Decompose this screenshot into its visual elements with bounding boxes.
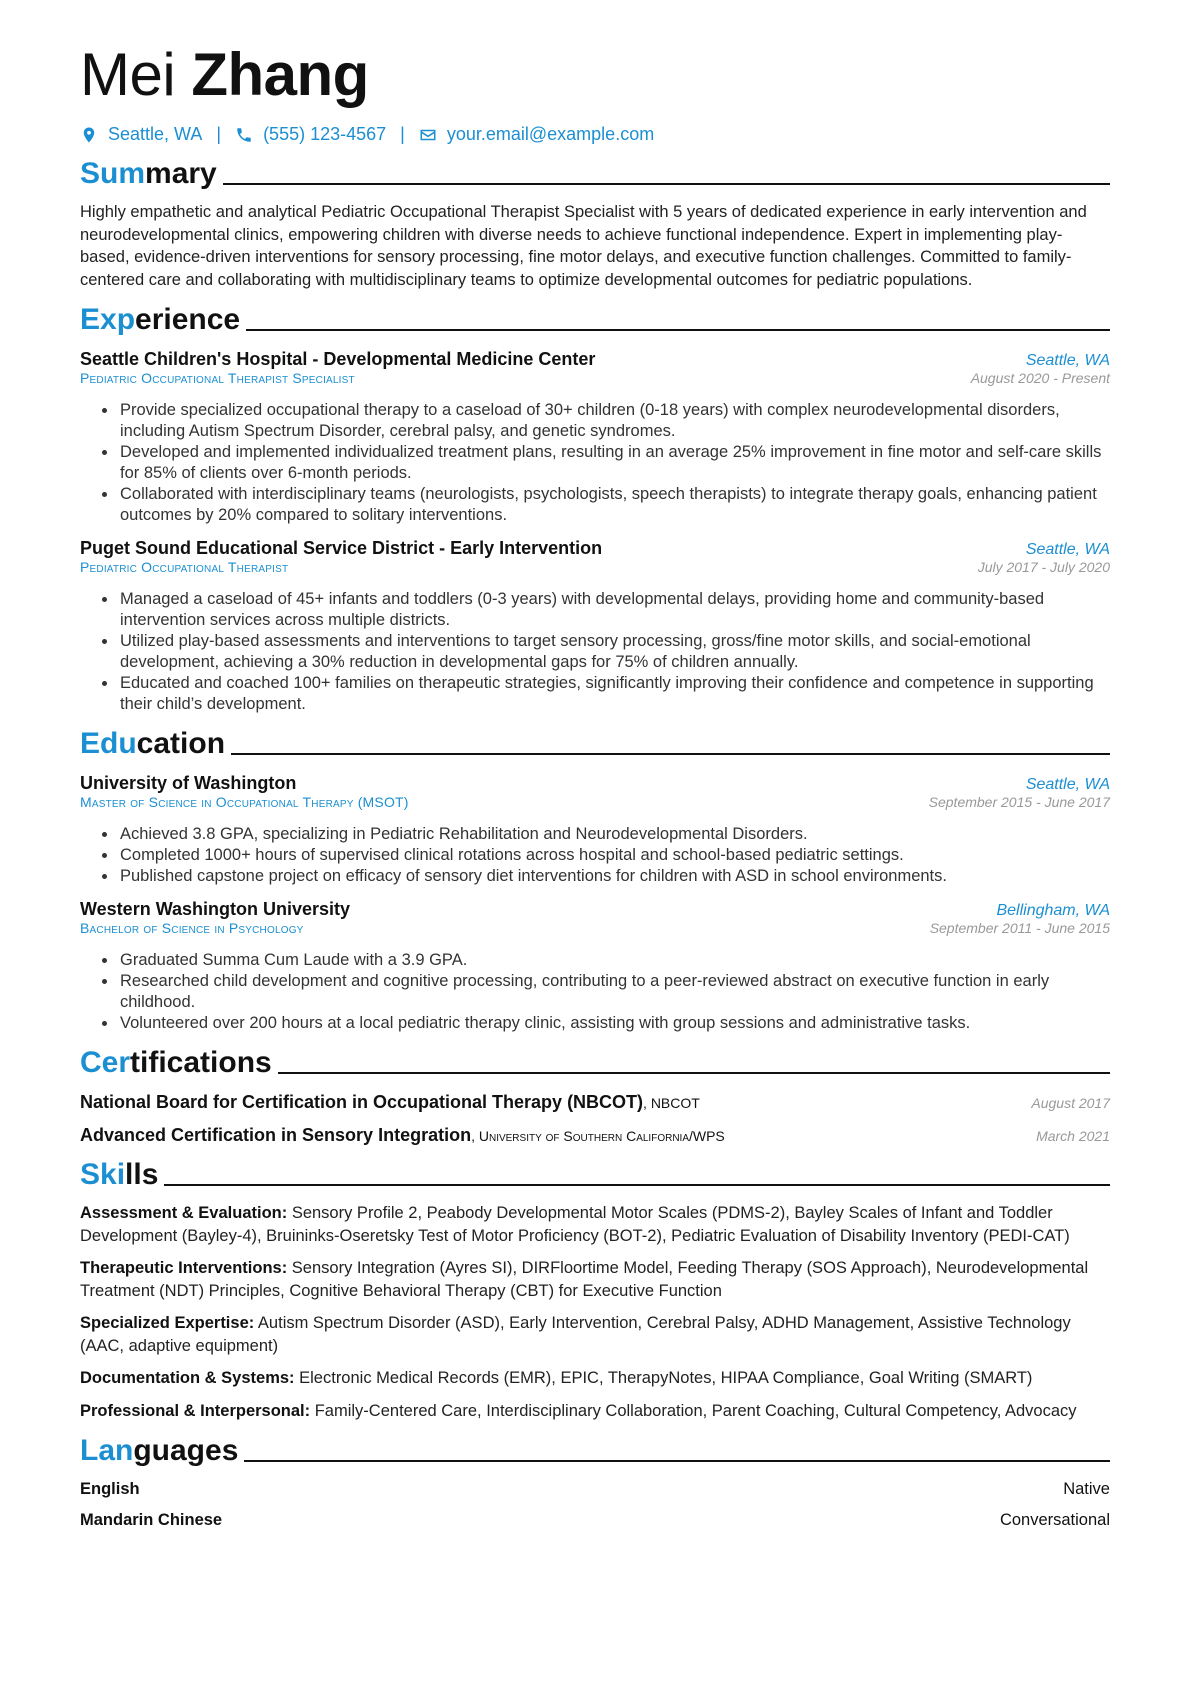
contact-email[interactable] [419, 124, 654, 145]
education-entry [80, 773, 1110, 887]
section-rule [278, 1072, 1110, 1074]
language-level: Conversational [999, 1511, 1110, 1529]
last-name: Zhang [191, 41, 369, 108]
section-title: Education [80, 727, 226, 760]
employer-name: Puget Sound Educational Service District - Early Intervention [80, 538, 603, 558]
employer-name: Seattle Children's Hospital - Developmental Medicine Center [80, 349, 596, 369]
certification-issuer: , NBCOT [643, 1095, 700, 1111]
skill-group [80, 1400, 1110, 1423]
skill-group [80, 1257, 1110, 1302]
bullet-item: • Provide specialized occupational therapy to a caseload of 30+ children (0-18 years) with complex neurodevelopmental disorders, including Autism Spectrum Disorder, cerebral palsy, and genetic syndromes. [118, 400, 1110, 442]
job-title: Pediatric Occupational Therapist Specialist [80, 370, 355, 386]
languages-heading [80, 1434, 1110, 1468]
skill-list: Electronic Medical Records (EMR), EPIC, TherapyNotes, HIPAA Compliance, Goal Writing (SMART) [294, 1369, 1033, 1387]
skill-group [80, 1367, 1110, 1390]
certification-item [80, 1092, 1110, 1113]
certification-issuer: , University of Southern California/WPS [471, 1128, 725, 1144]
contact-location [80, 124, 202, 145]
contact-separator: | [400, 124, 405, 144]
skill-label: Therapeutic Interventions: [80, 1259, 288, 1277]
entry-dates: September 2011 - June 2015 [929, 920, 1110, 936]
skill-list: Family-Centered Care, Interdisciplinary Collaboration, Parent Coaching, Cultural Competency, Advocacy [310, 1401, 1077, 1420]
entry-location: Seattle, WA [1025, 541, 1110, 558]
skill-list: Sensory Integration (Ayres SI), DIRFloortime Model, Feeding Therapy (SOS Approach), Neurodevelopmental Treatment (NDT) Principles, Cognitive Behavioral Therapy (CBT) for Executive Function [80, 1259, 1089, 1300]
phone-icon [235, 126, 253, 144]
certifications-heading [80, 1046, 1110, 1080]
skill-label: Professional & Interpersonal: [80, 1401, 311, 1420]
entry-location: Seattle, WA [1025, 776, 1110, 793]
bullet-list [80, 824, 1110, 887]
bullet-list [80, 589, 1110, 715]
section-rule [246, 329, 1110, 331]
education-heading [80, 727, 1110, 761]
degree-title: Bachelor of Science in Psychology [80, 920, 304, 936]
section-rule [223, 183, 1110, 185]
section-title: Certifications [80, 1046, 272, 1079]
first-name: Mei [80, 41, 176, 108]
contact-phone[interactable] [235, 124, 386, 145]
bullet-item: • Managed a caseload of 45+ infants and toddlers (0-3 years) with developmental delays, providing home and community-based intervention services across multiple districts. [118, 589, 1110, 631]
location-text: Seattle, WA [108, 124, 203, 144]
bullet-item: • Utilized play-based assessments and interventions to target sensory processing, gross/fine motor skills, and social-emotional development, achieving a 30% reduction in developmental gaps for 75% of children annually. [118, 631, 1110, 673]
certification-date: August 2017 [1031, 1095, 1110, 1111]
language-level: Native [1063, 1480, 1110, 1498]
section-rule [164, 1184, 1110, 1186]
envelope-icon [419, 126, 437, 144]
skill-label: Documentation & Systems: [80, 1369, 295, 1387]
contact-bar [80, 124, 1110, 145]
skill-list: Sensory Profile 2, Peabody Developmental Motor Scales (PDMS-2), Bayley Scales of Infant and Toddler Development (Bayley-4), Bruininks-Oseretsky Test of Motor Proficiency (BOT-2), Pediatric Evaluation of Disability Inventory (PEDI-CAT) [80, 1204, 1070, 1245]
entry-dates: September 2015 - June 2017 [928, 794, 1110, 810]
bullet-item: • Volunteered over 200 hours at a local pediatric therapy clinic, assisting with group sessions and administrative tasks. [118, 1013, 1110, 1034]
skill-list: Autism Spectrum Disorder (ASD), Early Intervention, Cerebral Palsy, ADHD Management, Assistive Technology (AAC, adaptive equipment) [80, 1314, 1071, 1355]
bullet-item: • Researched child development and cognitive processing, contributing to a peer-reviewed abstract on executive function in early childhood. [118, 971, 1110, 1013]
map-pin-icon [80, 126, 98, 144]
school-name: Western Washington University [80, 899, 351, 919]
skills-heading [80, 1158, 1110, 1192]
education-entry [80, 899, 1110, 1034]
certification-name: National Board for Certification in Occupational Therapy (NBCOT) [80, 1092, 644, 1112]
skill-label: Assessment & Evaluation: [80, 1204, 288, 1222]
candidate-name [80, 40, 1110, 110]
skill-group [80, 1312, 1110, 1357]
entry-location: Seattle, WA [1025, 352, 1110, 369]
bullet-item: • Educated and coached 100+ families on therapeutic strategies, significantly improving their confidence and competence in supporting their child’s development. [118, 673, 1110, 715]
school-name: University of Washington [80, 773, 297, 793]
experience-entry [80, 349, 1110, 526]
skill-group [80, 1202, 1110, 1247]
experience-heading [80, 303, 1110, 337]
email-text: your.email@example.com [446, 124, 655, 144]
language-name: English [80, 1480, 140, 1498]
bullet-item: • Completed 1000+ hours of supervised clinical rotations across hospital and school-based pediatric settings. [118, 845, 1110, 866]
skill-label: Specialized Expertise: [80, 1314, 255, 1332]
section-rule [231, 753, 1110, 755]
language-name: Mandarin Chinese [80, 1511, 223, 1529]
entry-dates: July 2017 - July 2020 [977, 559, 1110, 575]
phone-text: (555) 123-4567 [263, 124, 387, 144]
bullet-item: • Achieved 3.8 GPA, specializing in Pediatric Rehabilitation and Neurodevelopmental Disorders. [118, 824, 1110, 845]
bullet-list [80, 950, 1110, 1034]
section-title: Experience [80, 303, 241, 336]
bullet-item: • Graduated Summa Cum Laude with a 3.9 GPA. [118, 950, 1110, 971]
degree-title: Master of Science in Occupational Therapy (MSOT) [80, 794, 409, 810]
certification-date: March 2021 [1036, 1128, 1110, 1144]
job-title: Pediatric Occupational Therapist [80, 559, 289, 575]
bullet-item: • Collaborated with interdisciplinary teams (neurologists, psychologists, speech therapists) to integrate therapy goals, enhancing patient outcomes by 20% compared to solitary interventions. [118, 484, 1110, 526]
section-title: Languages [80, 1434, 239, 1467]
section-title: Skills [80, 1158, 159, 1191]
contact-separator: | [216, 124, 222, 144]
language-item [80, 1480, 1110, 1499]
bullet-list [80, 400, 1110, 526]
section-rule [244, 1460, 1110, 1462]
language-item [80, 1511, 1110, 1530]
section-title: Summary [80, 157, 217, 190]
entry-dates: August 2020 - Present [970, 370, 1110, 386]
summary-heading [80, 157, 1110, 191]
bullet-item: • Developed and implemented individualized treatment plans, resulting in an average 25% improvement in fine motor and self-care skills for 85% of clients over 6-month periods. [118, 442, 1110, 484]
experience-entry [80, 538, 1110, 715]
certification-name: Advanced Certification in Sensory Integration [80, 1125, 472, 1145]
entry-location: Bellingham, WA [996, 902, 1110, 919]
summary-text: Highly empathetic and analytical Pediatric Occupational Therapist Specialist with 5 years of dedicated experience in early intervention and neurodevelopmental clinics, empowering children with diverse needs to achieve functional independence. Expert in implementing play-based, evidence-driven interventions for sensory processing, fine motor delays, and executive function challenges. Committed to family-centered care and collaborating with multidisciplinary teams to optimize developmental outcomes for pediatric populations. [80, 203, 1087, 289]
bullet-item: • Published capstone project on efficacy of sensory diet interventions for children with ASD in school environments. [118, 866, 1110, 887]
certification-item [80, 1125, 1110, 1146]
